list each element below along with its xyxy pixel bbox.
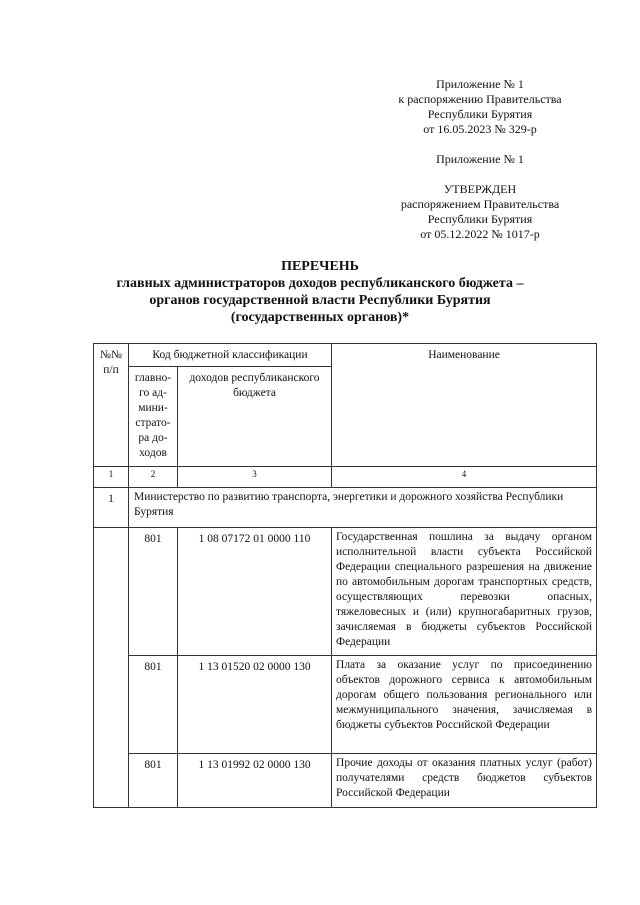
appendix-header <box>380 77 580 137</box>
header-name: Наименование <box>332 344 597 467</box>
empty-num-cell <box>94 528 129 808</box>
appendix-line: Республики Бурятия <box>427 107 533 121</box>
title-line: органов государственной власти Республики Бурятия <box>149 293 491 308</box>
admin-code: 801 <box>129 528 178 656</box>
col-number: 2 <box>129 467 178 488</box>
ministry-name: Министерство по развитию транспорта, энергетики и дорожного хозяйства Республики Бурятия <box>129 488 597 528</box>
document-title <box>60 258 580 326</box>
header-num: №№ п/п <box>94 344 129 467</box>
approval-block <box>380 182 580 242</box>
header-admin: главно-го ад-мини-страто-ра до-ходов <box>129 367 178 467</box>
title-line: (государственных органов)* <box>230 310 410 325</box>
revenue-name: Плата за оказание услуг по присоединению объектов дорожного сервиса к автомобильным дорогам общего пользования регионального или межмуниципального значения, зачисляемая в бюджеты субъектов Российской Федерации <box>332 656 597 754</box>
revenue-name: Государственная пошлина за выдачу органом исполнительной власти субъекта Российской Федерации специального разрешения на движение по автомобильным дорогам транспортных средств, осуществляющих перевозки опасных, тяжеловесных и (или) крупногабаритных грузов, зачисляемая в бюджеты субъектов Российской Федерации <box>332 528 597 656</box>
budget-code: 1 13 01520 02 0000 130 <box>178 656 332 754</box>
budget-code: 1 08 07172 01 0000 110 <box>178 528 332 656</box>
appendix-note: Приложение № 1 <box>436 152 524 166</box>
approval-line: Республики Бурятия <box>427 212 533 226</box>
budget-code: 1 13 01992 02 0000 130 <box>178 754 332 808</box>
approval-line: распоряжением Правительства <box>400 197 560 211</box>
admin-code: 801 <box>129 656 178 754</box>
header-income: доходов республиканского бюджета <box>178 367 332 467</box>
approval-line: от 05.12.2022 № 1017-р <box>420 227 540 241</box>
title-line: ПЕРЕЧЕНЬ <box>281 259 359 274</box>
col-number: 4 <box>332 467 597 488</box>
revenue-name: Прочие доходы от оказания платных услуг (работ) получателями средств бюджетов субъектов Российской Федерации <box>332 754 597 808</box>
appendix-line: Приложение № 1 <box>436 77 524 91</box>
appendix-line: от 16.05.2023 № 329-р <box>423 122 537 136</box>
revenue-administrators-table <box>93 343 597 808</box>
col-number: 1 <box>94 467 129 488</box>
appendix-line: к распоряжению Правительства <box>398 92 562 106</box>
header-code-group: Код бюджетной классификации <box>129 344 332 367</box>
admin-code: 801 <box>129 754 178 808</box>
ministry-num: 1 <box>94 488 129 528</box>
approval-line: УТВЕРЖДЕН <box>443 182 517 196</box>
col-number: 3 <box>178 467 332 488</box>
title-line: главных администраторов доходов республиканского бюджета – <box>116 276 524 291</box>
